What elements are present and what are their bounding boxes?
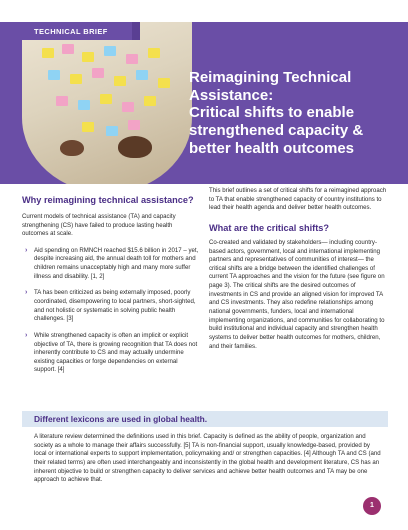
right-column bbox=[209, 187, 389, 361]
page-number-badge: 1 bbox=[363, 497, 381, 515]
title-line-1: Reimagining Technical Assistance: bbox=[189, 69, 352, 104]
why-heading: Why reimagining technical assistance? bbox=[22, 195, 194, 205]
critical-shifts-heading: What are the critical shifts? bbox=[209, 222, 329, 233]
title-line-2: Critical shifts to enable strengthened capacity & better health outcomes bbox=[189, 104, 364, 157]
bullet-item: › Aid spending on RMNCH reached $15.6 billion in 2017 – yet, despite increasing aid, the annual death toll for mothers and children remains unacceptably high and many more suffer illness and disability. [1, 2] bbox=[22, 247, 200, 282]
hero-banner bbox=[0, 22, 408, 184]
bullet-item: › While strengthened capacity is often an implicit or explicit objective of TA, there is growing recognition that TA does not inherently contribute to CS and may actually undermine existing capacities or forge dependencies on external support. [4] bbox=[22, 332, 200, 375]
brief-outline-paragraph: This brief outlines a set of critical shifts for a reimagined approach to TA that enable strengthened capacity of country institutions to lead their health agenda and deliver better health outcomes. bbox=[209, 187, 387, 212]
page-title bbox=[189, 69, 399, 157]
technical-brief-badge: TECHNICAL BRIEF bbox=[0, 22, 132, 40]
bullet-item: › TA has been criticized as being externally imposed, poorly coordinated, disempowering to local partners, short-sighted, and not holistic or systematic in solving public health challenges. [3] bbox=[22, 289, 200, 324]
left-column bbox=[22, 195, 200, 383]
workshop-photo bbox=[22, 22, 192, 184]
critical-shifts-paragraph: Co-created and validated by stakeholders— including country-based actors, government, local and international implementing partners and representatives of communities of interest— the critical shifts are a bridge between the identified challenges of current TA approaches and the vision for the future (see figure on page 3). The critical shifts are the desired outcomes of investments in CS and provide an aligned vision for improved TA and CS investments. They also redefine relationships among national governments, funders, local and international implementing organizations, and communities for collaborating to build institutional and individual capacity and strengthen health systems to deliver better health outcomes for mothers, children, and their families. bbox=[209, 238, 385, 350]
intro-paragraph: Current models of technical assistance (TA) and capacity strengthening (CS) have failed to produce lasting health outcomes at scale. bbox=[22, 212, 176, 238]
lexicon-heading: Different lexicons are used in global health. bbox=[34, 414, 208, 424]
lexicon-paragraph: A literature review determined the definitions used in this brief. Capacity is defined as the ability of people, organization and society as a whole to manage their affairs successfully. [5] TA is non-financial support, usually knowledge-based, provided by local or international experts to support implementation, policymaking and/ or strengthen capacities. [4] Although TA and CS (and their related terms) are often used interchangeably and inconsistently in the global health and development literature, CS has an inherent objective to build or strengthen capacity to deliver services and achieve better health outcomes and TA may be one approach to achieve that. bbox=[34, 433, 381, 484]
bullet-list bbox=[22, 247, 200, 375]
